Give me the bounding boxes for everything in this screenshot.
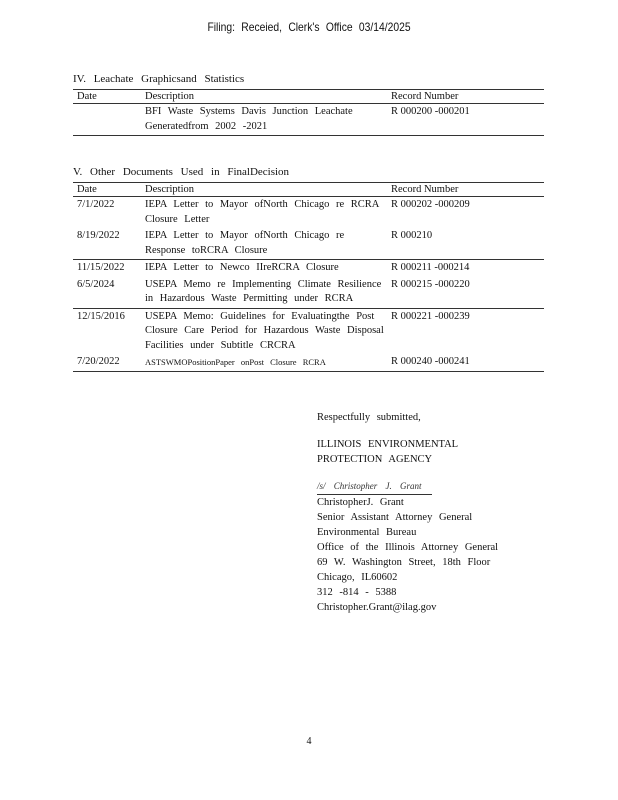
- row-description: ASTSWMOPositionPaper onPost Closure RCRA: [145, 357, 326, 367]
- record-table: [73, 182, 544, 372]
- row-record-number: R 000221 -000239: [391, 310, 470, 322]
- column-header-description: Description: [145, 91, 194, 102]
- table-row: [73, 228, 544, 260]
- row-date: 7/20/2022: [77, 356, 120, 367]
- phone-number: 312 -814 - 5388: [317, 587, 397, 598]
- row-record-number: R 000240 -000241: [391, 356, 470, 367]
- table-header-row: [73, 90, 544, 104]
- column-header-date: Date: [77, 184, 97, 195]
- section-other-documents: [73, 166, 544, 372]
- table-row: [73, 260, 544, 277]
- agency-name-line2: PROTECTION AGENCY: [317, 454, 433, 465]
- column-header-date: Date: [77, 91, 97, 102]
- address-line2: Chicago, IL60602: [317, 572, 398, 583]
- section-title: IV. Leachate Graphicsand Statistics: [73, 73, 245, 85]
- signer-bureau: Environmental Bureau: [317, 527, 417, 538]
- closing-text: Respectfully submitted,: [317, 412, 421, 423]
- row-record-number: R 000211 -000214: [391, 262, 470, 273]
- section-leachate-graphics: [73, 73, 544, 136]
- table-row: [73, 277, 544, 309]
- row-record-number: R 000210: [391, 230, 433, 241]
- row-description: IEPA Letter to Mayor ofNorth Chicago re Response toRCRA Closure: [145, 230, 345, 256]
- row-description: USEPA Memo re Implementing Climate Resilience in Hazardous Waste Permitting under RCRA: [145, 278, 382, 304]
- row-record-number: R 000200 -000201: [391, 106, 470, 117]
- row-date: 7/1/2022: [77, 199, 115, 210]
- row-date: 6/5/2024: [77, 278, 115, 290]
- row-record-number: R 000202 -000209: [391, 199, 470, 210]
- row-date: [73, 104, 141, 136]
- signer-office: Office of the Illinois Attorney General: [317, 542, 499, 553]
- row-description: USEPA Memo: Guidelines for Evaluatingthe Post Closure Care Period for Hazardous Waste Disposal Facilities under Subtitle CRCRA: [145, 310, 384, 351]
- record-table: [73, 89, 544, 136]
- table-row: [73, 197, 544, 229]
- table-row: [73, 308, 544, 354]
- column-header-record: Record Number: [391, 91, 459, 102]
- row-description: BFI Waste Systems Davis Junction Leachate Generatedfrom 2002 -2021: [145, 106, 353, 132]
- table-header-row: [73, 183, 544, 197]
- column-header-description: Description: [145, 184, 194, 195]
- electronic-signature: /s/ Christopher J. Grant: [317, 479, 432, 495]
- email-address: Christopher.Grant@ilag.gov: [317, 602, 437, 613]
- row-description: IEPA Letter to Newco IIreRCRA Closure: [145, 262, 339, 273]
- filing-header: Filing: Receied, Clerk's Office 03/14/2025: [207, 20, 411, 34]
- row-record-number: R 000215 -000220: [391, 278, 470, 290]
- agency-name-line1: ILLINOIS ENVIRONMENTAL: [317, 439, 459, 450]
- signature-block: [317, 410, 498, 615]
- table-row: [73, 104, 544, 136]
- table-row: [73, 354, 544, 371]
- column-header-record: Record Number: [391, 184, 459, 195]
- row-description: IEPA Letter to Mayor ofNorth Chicago re RCRA Closure Letter: [145, 199, 379, 225]
- row-date: 8/19/2022: [77, 230, 120, 241]
- address-line1: 69 W. Washington Street, 18th Floor: [317, 557, 491, 568]
- signer-title: Senior Assistant Attorney General: [317, 512, 473, 523]
- section-title: V. Other Documents Used in FinalDecision: [73, 166, 290, 178]
- page-number: 4: [306, 736, 312, 747]
- signer-name: ChristopherJ. Grant: [317, 497, 404, 508]
- row-date: 11/15/2022: [77, 262, 125, 273]
- row-date: 12/15/2016: [77, 310, 125, 322]
